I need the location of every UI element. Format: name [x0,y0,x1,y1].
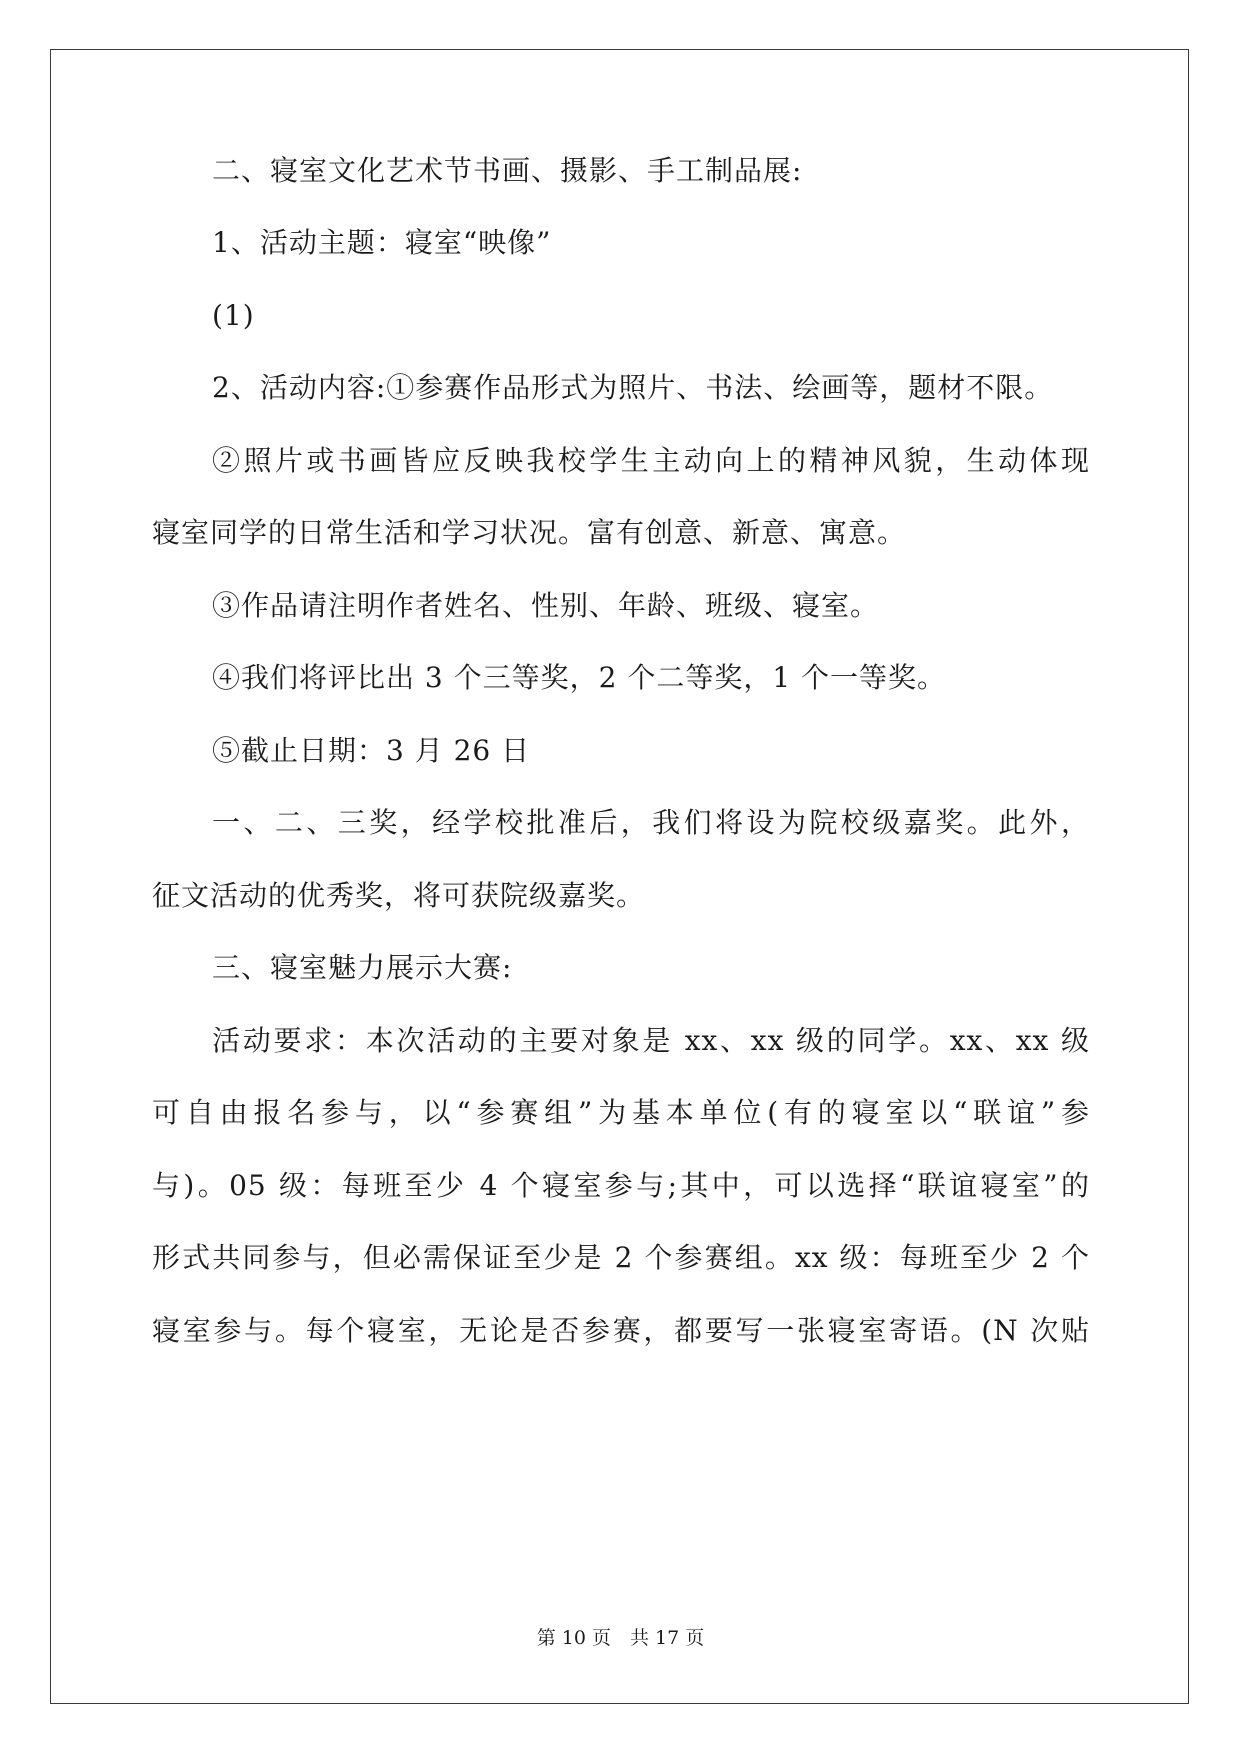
paragraph-line: 可自由报名参与，以“参赛组”为基本单位(有的寝室以“联谊”参 [152,1096,1090,1129]
activity-theme: 1、活动主题：寝室“映像” [212,226,552,259]
section-heading-2: 二、寝室文化艺术节书画、摄影、手工制品展: [212,154,803,187]
activity-content: 2、活动内容:①参赛作品形式为照片、书法、绘画等，题材不限。 [212,371,1054,404]
item-marker: (1) [212,299,255,332]
paragraph-line: 寝室参与。每个寝室，无论是否参赛，都要写一张寝室寄语。(N 次贴 [152,1314,1090,1347]
paragraph-line: 寝室同学的日常生活和学习状况。富有创意、新意、寓意。 [152,516,907,549]
paragraph-line: ②照片或书画皆应反映我校学生主动向上的精神风貌，生动体现 [212,444,1090,477]
paragraph-line: ④我们将评比出 3 个三等奖，2 个二等奖，1 个一等奖。 [212,661,947,694]
paragraph-line: ⑤截止日期：3 月 26 日 [212,734,531,767]
paragraph-line: 与)。05 级：每班至少 4 个寝室参与;其中，可以选择“联谊寝室”的 [152,1169,1090,1202]
paragraph-line: 活动要求：本次活动的主要对象是 xx、xx 级的同学。xx、xx 级 [212,1024,1090,1057]
page-number: 第 10 页 共 17 页 [536,1627,705,1649]
paragraph-line: 一、二、三奖，经学校批准后，我们将设为院校级嘉奖。此外， [212,806,1090,839]
paragraph-line: ③作品请注明作者姓名、性别、年龄、班级、寝室。 [212,589,880,622]
paragraph-line: 形式共同参与，但必需保证至少是 2 个参赛组。xx 级：每班至少 2 个 [152,1241,1090,1274]
paragraph-line: 征文活动的优秀奖，将可获院级嘉奖。 [152,879,646,912]
section-heading-3: 三、寝室魅力展示大赛: [212,951,513,984]
